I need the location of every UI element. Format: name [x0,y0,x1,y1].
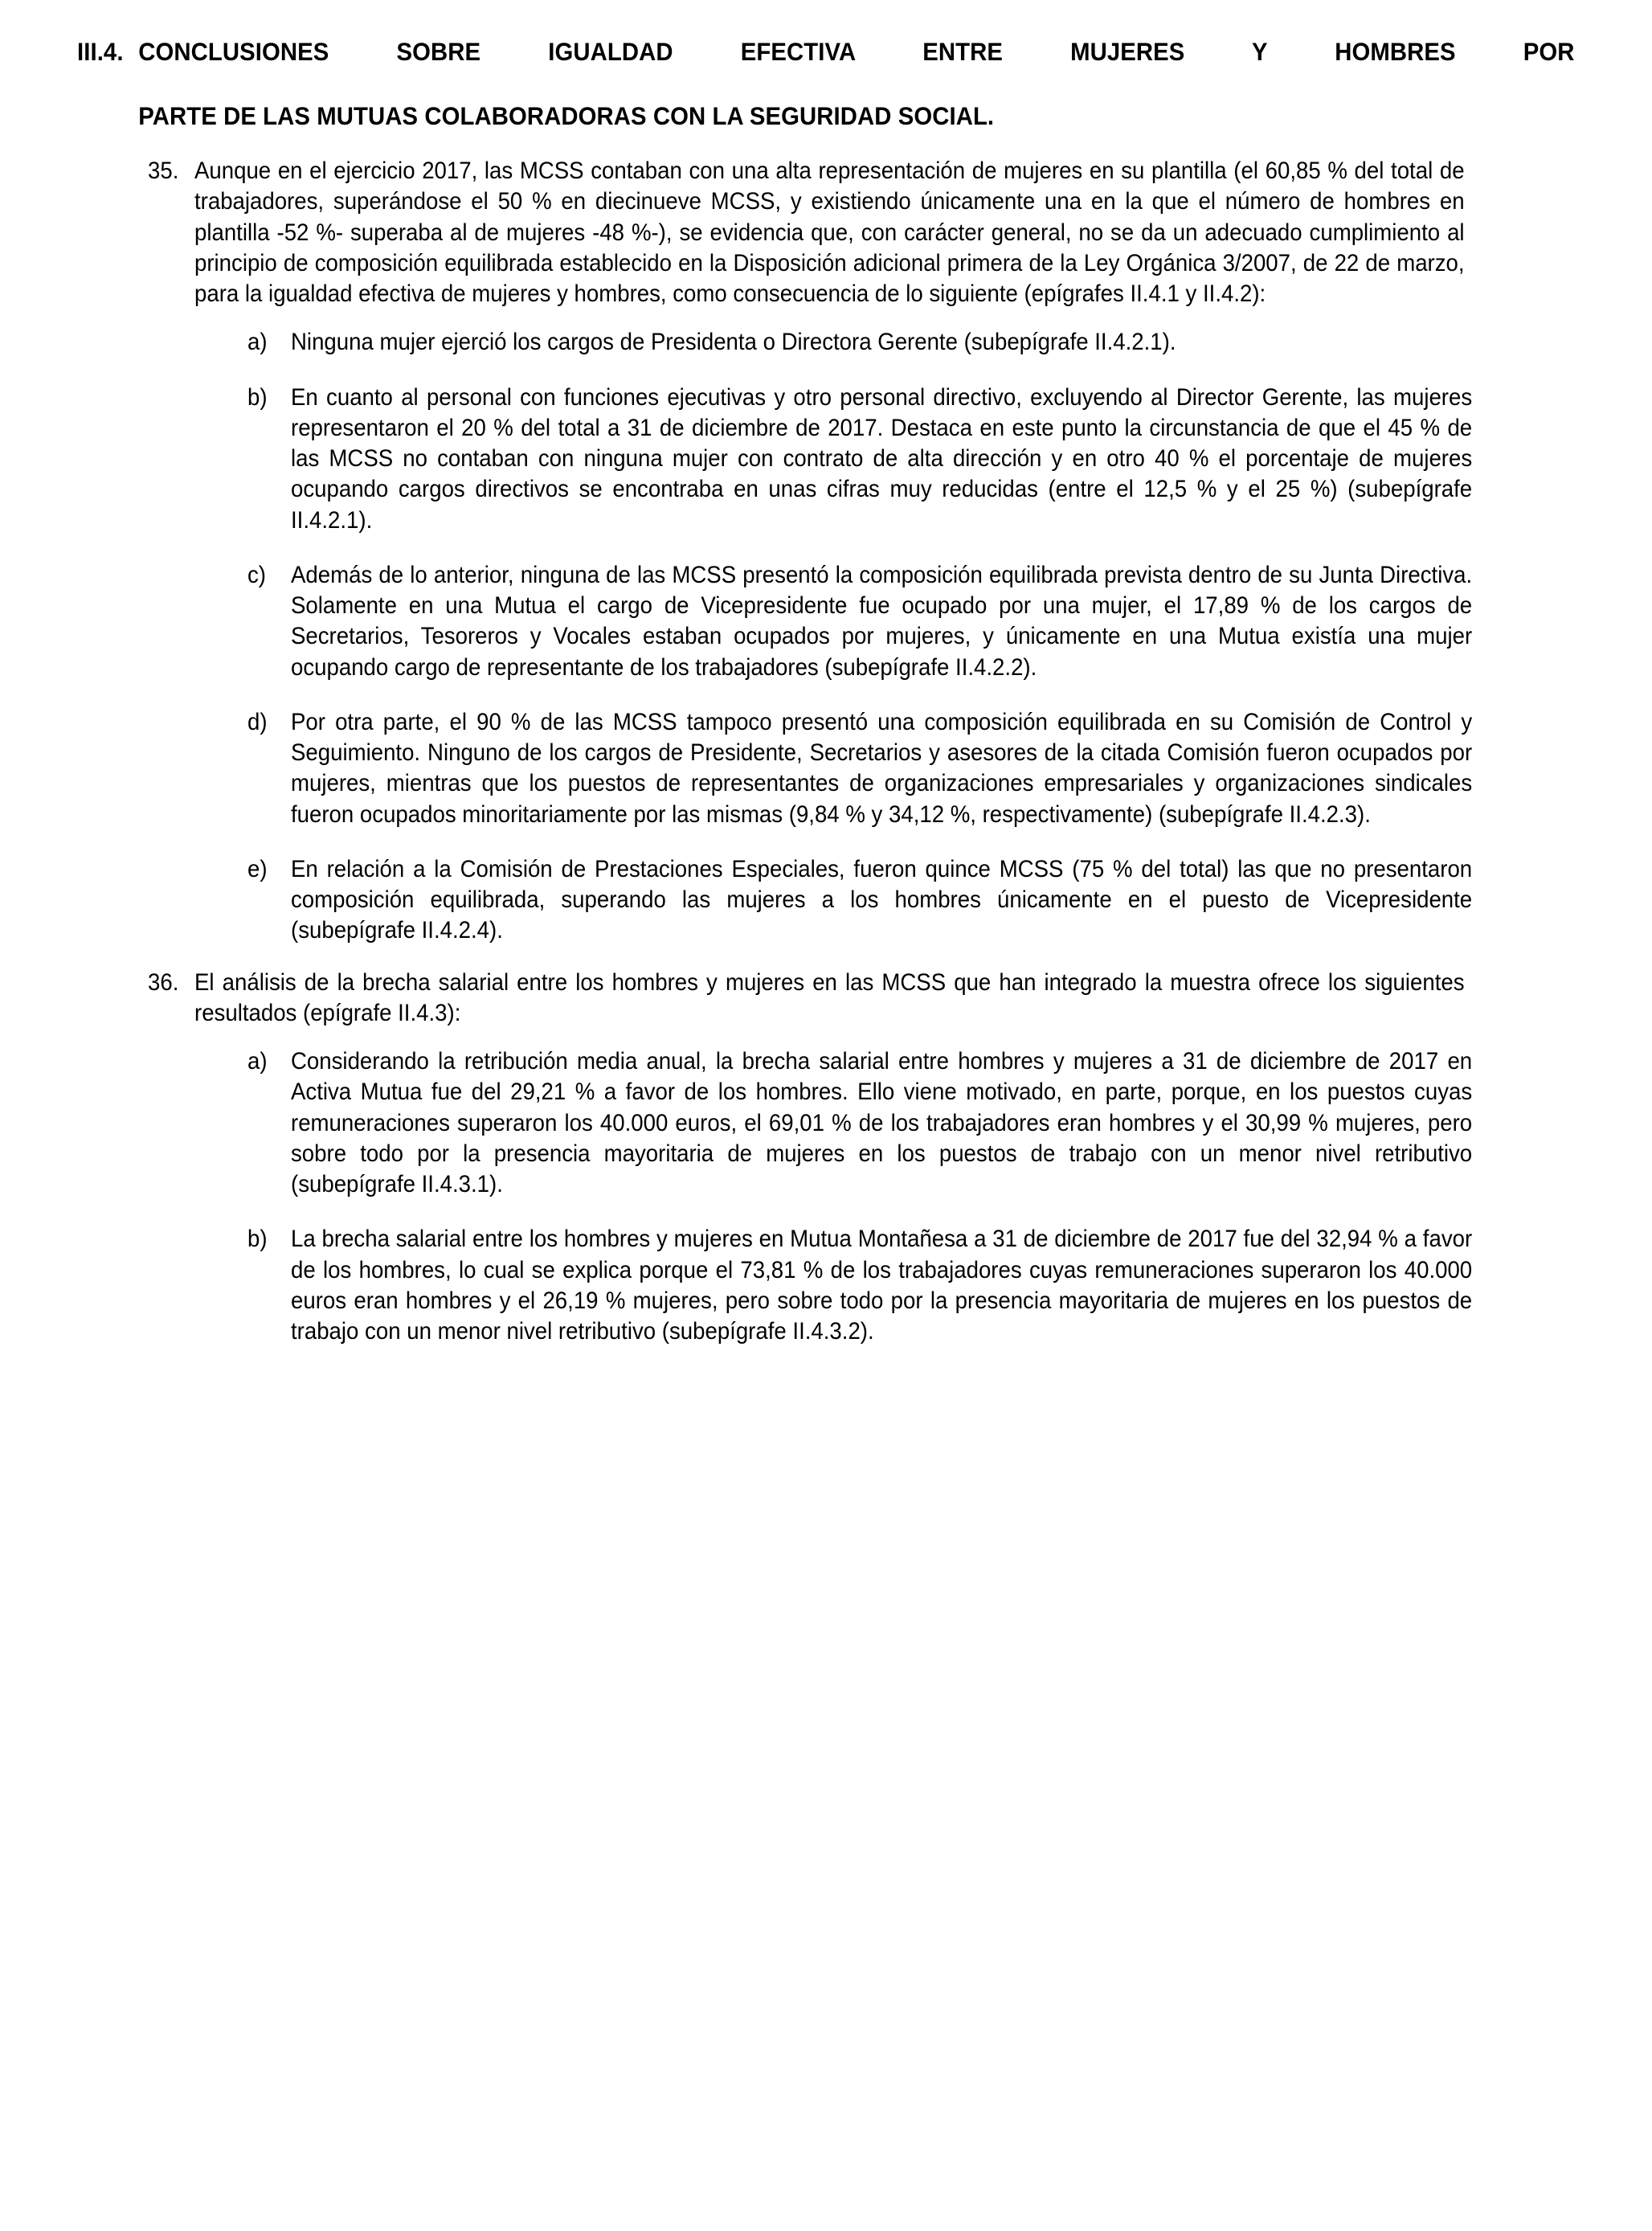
section-title-line-2: PARTE DE LAS MUTUAS COLABORADORAS CON LA SEGURIDAD SOCIAL. [138,101,995,130]
sub-item-marker: e) [247,855,268,882]
sub-item-text: Considerando la retribución media anual, la brecha salarial entre hombres y mujeres a 31 de diciembre de 2017 en Activa Mutua fue del 29,21 % a favor de los hombres. Ello viene motivado, en parte, porque, en los puestos cuyas remuneraciones superaron los 40.000 euros, el 69,01 % de los trabajadores eran hombres y el 30,99 % mujeres, pero sobre todo por la presencia mayoritaria de mujeres en los puestos de trabajo con un menor nivel retributivo (subepígrafe II.4.3.1). [291,1048,1473,1197]
sub-item-marker: a) [247,1048,268,1075]
sub-item-marker: a) [247,329,268,356]
numbered-paragraph-36 [77,968,1575,1030]
paragraph-text: El análisis de la brecha salarial entre los hombres y mujeres en las MCSS que han integrado la muestra ofrece los siguientes resultados (epígrafe II.4.3): [194,968,1465,1026]
sub-item-c-35 [77,560,1575,683]
sub-item-a-35 [77,327,1575,358]
sub-item-marker: b) [247,383,268,411]
section-number: III.4. [77,37,124,66]
section-heading [77,35,1575,132]
sub-item-b-36 [77,1224,1575,1347]
sub-item-a-36 [77,1046,1575,1200]
sub-item-marker: d) [247,708,268,735]
paragraph-marker: 36. [148,968,179,996]
section-title [138,35,1574,132]
paragraph-text: Aunque en el ejercicio 2017, las MCSS contaban con una alta representación de mujeres en su plantilla (el 60,85 % del total de trabajadores, superándose el 50 % en diecinueve MCSS, y existiendo únicamente una en la que el número de hombres en plantilla -52 %- superaba al de mujeres -48 %-), se evidencia que, con carácter general, no se da un adecuado cumplimiento al principio de composición equilibrada establecido en la Disposición adicional primera de la Ley Orgánica 3/2007, de 22 de marzo, para la igualdad efectiva de mujeres y hombres, como consecuencia de lo siguiente (epígrafes II.4.1 y II.4.2): [194,158,1465,307]
sub-item-d-35 [77,707,1575,830]
sub-item-b-35 [77,383,1575,536]
numbered-paragraph-35 [77,156,1575,309]
sub-item-text: Ninguna mujer ejerció los cargos de Presidenta o Directora Gerente (subepígrafe II.4.2.1). [291,329,1176,356]
sub-item-text: La brecha salarial entre los hombres y mujeres en Mutua Montañesa a 31 de diciembre de 2017 fue del 32,94 % a favor de los hombres, lo cual se explica porque el 73,81 % de los trabajadores cuyas remuneraciones superaron los 40.000 euros eran hombres y el 26,19 % mujeres, pero sobre todo por la presencia mayoritaria de mujeres en los puestos de trabajo con un menor nivel retributivo (subepígrafe II.4.3.2). [291,1226,1473,1345]
sub-item-e-35 [77,854,1575,947]
sub-item-text: En cuanto al personal con funciones ejecutivas y otro personal directivo, excluyendo al Director Gerente, las mujeres representaron el 20 % del total a 31 de diciembre de 2017. Destaca en este punto la circunstancia de que el 45 % de las MCSS no contaban con ninguna mujer con contrato de alta dirección y en otro 40 % el porcentaje de mujeres ocupando cargos directivos se encontraba en unas cifras muy reducidas (entre el 12,5 % y el 25 %) (subepígrafe II.4.2.1). [291,383,1473,534]
sub-item-text: En relación a la Comisión de Prestaciones Especiales, fueron quince MCSS (75 % del total) las que no presentaron composición equilibrada, superando las mujeres a los hombres únicamente en el puesto de Vicepresidente (subepígrafe II.4.2.4). [291,855,1473,944]
sub-item-text: Por otra parte, el 90 % de las MCSS tampoco presentó una composición equilibrada en su Comisión de Control y Seguimiento. Ninguno de los cargos de Presidente, Secretarios y asesores de la citada Comisión fueron ocupados por mujeres, mientras que los puestos de representantes de organizaciones empresariales y organizaciones sindicales fueron ocupados minoritariamente por las mismas (9,84 % y 34,12 %, respectivamente) (subepígrafe II.4.2.3). [291,708,1473,828]
paragraph-marker: 35. [148,158,179,184]
section-title-line-1: CONCLUSIONES SOBRE IGUALDAD EFECTIVA ENTRE MUJERES Y HOMBRES POR [138,37,1575,66]
sub-item-marker: c) [247,561,266,588]
sub-item-text: Además de lo anterior, ninguna de las MCSS presentó la composición equilibrada prevista dentro de su Junta Directiva. Solamente en una Mutua el cargo de Vicepresidente fue ocupado por una mujer, el 17,89 % de los cargos de Secretarios, Tesoreros y Vocales estaban ocupados por mujeres, y únicamente en una Mutua existía una mujer ocupando cargo de representante de los trabajadores (subepígrafe II.4.2.2). [291,561,1473,681]
sub-item-marker: b) [247,1226,268,1253]
